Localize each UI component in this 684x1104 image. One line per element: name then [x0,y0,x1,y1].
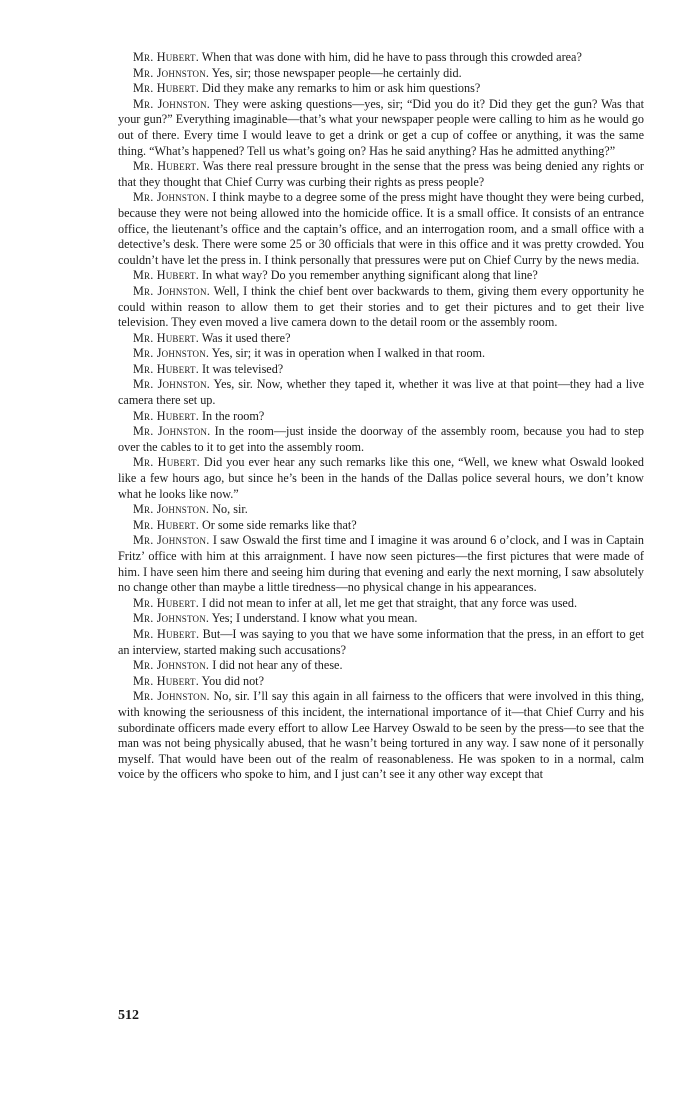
speech-text: No, sir. I’ll say this again in all fairness to the officers that were involved in this thing, with knowing the seriousness of this incident, the international importance of it—that Chief Curry and his subordinate officers made every effort to allow Lee Harvey Oswald to be seen by the press—to see that the man was not being physically abused, that he wasn’t being tortured in any way. I saw none of it personally myself. That would have been out of the realm of reasonableness. He was spoken to in a normal, calm voice by the officers who spoke to him, and I just can’t see it any other way except that [118,689,644,782]
testimony-paragraph [118,97,644,159]
speech-text: But—I was saying to you that we have some information that the press, in an effort to get an interview, started making such accusations? [118,626,644,657]
speaker-label: Mr. Hubert. [133,408,199,423]
testimony-paragraph [118,159,644,190]
testimony-paragraph [118,190,644,268]
speech-text: I saw Oswald the first time and I imagine it was around 6 o’clock, and I was in Captain Fritz’ office with him at this arraignment. I have now seen pictures—the first pictures that were made of him. I have seen him there and seeing him during that evening and early the next morning, I saw absolutely no change other than maybe a little tiredness—no physical change in his appearances. [118,533,644,595]
speaker-label: Mr. Hubert. [133,595,199,610]
speech-text: When that was done with him, did he have to pass through this crowded area? [201,50,582,64]
speech-text: No, sir. [212,502,248,517]
speech-text: You did not? [201,673,264,688]
testimony-paragraph [118,533,644,595]
speaker-label: Mr. Johnston. [133,424,211,439]
speech-text: Did you ever hear any such remarks like this one, “Well, we knew what Oswald looked like a few hours ago, but since he’s been in the hands of the Dallas police several hours, we don’t know what he looks like now.” [118,455,644,501]
speaker-label: Mr. Johnston. [133,190,210,205]
testimony-paragraph [118,66,644,82]
speech-text: Yes, sir. Now, whether they taped it, whether it was live at that point—they had a live camera there set up. [118,377,644,408]
speech-text: Well, I think the chief bent over backwards to them, giving them every opportunity he could within reason to allow them to get their stories and to get their pictures and to get their live television. They even moved a live camera down to the detail room or the assembly room. [118,283,644,330]
speaker-label: Mr. Johnston. [133,377,211,392]
speech-text: It was televised? [202,361,284,376]
testimony-paragraph [118,424,644,455]
speech-text: Was it used there? [201,330,291,345]
speaker-label: Mr. Hubert. [133,673,199,688]
speaker-label: Mr. Hubert. [133,159,200,174]
speaker-label: Mr. Johnston. [133,283,210,298]
speaker-label: Mr. Hubert. [133,50,199,64]
testimony-paragraph [118,284,644,331]
testimony-paragraph [118,518,644,534]
speech-text: I think maybe to a degree some of the press might have thought they were being curbed, because they were not being allowed into the homicide office. It is a small office. It consists of an entrance office, the lieutenant’s office and the captain’s office, and an interrogation room, and a small office with a detective’s desk. There were some 25 or 30 officials that were in this office and it was pretty crowded. You couldn’t have let the press in. I think personally that pressures were put on Chief Curry by the news media. [118,190,644,267]
testimony-paragraph [118,377,644,408]
speaker-label: Mr. Johnston. [133,611,210,626]
speaker-label: Mr. Hubert. [133,517,199,532]
speech-text: In what way? Do you remember anything significant along that line? [202,268,538,283]
speaker-label: Mr. Johnston. [133,689,210,704]
speaker-label: Mr. Johnston. [133,96,211,111]
page-number: 512 [118,1008,139,1023]
testimony-paragraph [118,50,644,66]
testimony-paragraph [118,81,644,97]
testimony-paragraph [118,627,644,658]
speech-text: Did they make any remarks to him or ask him questions? [202,81,481,96]
transcript-page [118,50,644,783]
speech-text: In the room? [202,408,265,423]
speaker-label: Mr. Hubert. [133,455,200,470]
testimony-paragraph [118,346,644,362]
testimony-paragraph [118,596,644,612]
speech-text: They were asking questions—yes, sir; “Did you do it? Did they get the gun? Was that your gun?” Everything imaginable—that’s what your newspaper people were calling to him as he would go out of there. Every time I would leave to get a drink or get a cup of coffee or anything, it was the same thing. “What’s happened? Tell us what’s going on? Has he said anything? Has he admitted anything?” [118,96,644,158]
testimony-paragraph [118,331,644,347]
speech-text: Or some side remarks like that? [202,517,357,532]
speaker-label: Mr. Johnston. [133,658,210,673]
testimony-paragraph [118,455,644,502]
speaker-label: Mr. Johnston. [133,65,210,80]
speech-text: Yes, sir; it was in operation when I walked in that room. [211,346,486,361]
speaker-label: Mr. Johnston. [133,533,210,548]
speaker-label: Mr. Johnston. [133,502,210,517]
testimony-paragraph [118,362,644,378]
speaker-label: Mr. Johnston. [133,346,210,361]
speech-text: In the room—just inside the doorway of the assembly room, because you had to step over the cables to it to get into the assembly room. [118,424,644,454]
speaker-label: Mr. Hubert. [133,330,199,345]
testimony-paragraph [118,409,644,425]
testimony-paragraph [118,268,644,284]
testimony-paragraph [118,658,644,674]
speaker-label: Mr. Hubert. [133,361,199,376]
speech-text: I did not hear any of these. [212,658,343,673]
speaker-label: Mr. Hubert. [133,81,199,96]
speech-text: Yes, sir; those newspaper people—he certainly did. [211,65,462,80]
speaker-label: Mr. Hubert. [133,626,200,641]
testimony-paragraph [118,674,644,690]
speech-text: Yes; I understand. I know what you mean. [211,611,418,626]
testimony-paragraph [118,689,644,783]
speech-text: I did not mean to infer at all, let me get that straight, that any force was used. [202,595,577,610]
speech-text: Was there real pressure brought in the sense that the press was being denied any rights or that they thought that Chief Curry was curbing their rights as press people? [118,159,644,189]
testimony-paragraph [118,502,644,518]
speaker-label: Mr. Hubert. [133,268,199,283]
testimony-paragraph [118,611,644,627]
